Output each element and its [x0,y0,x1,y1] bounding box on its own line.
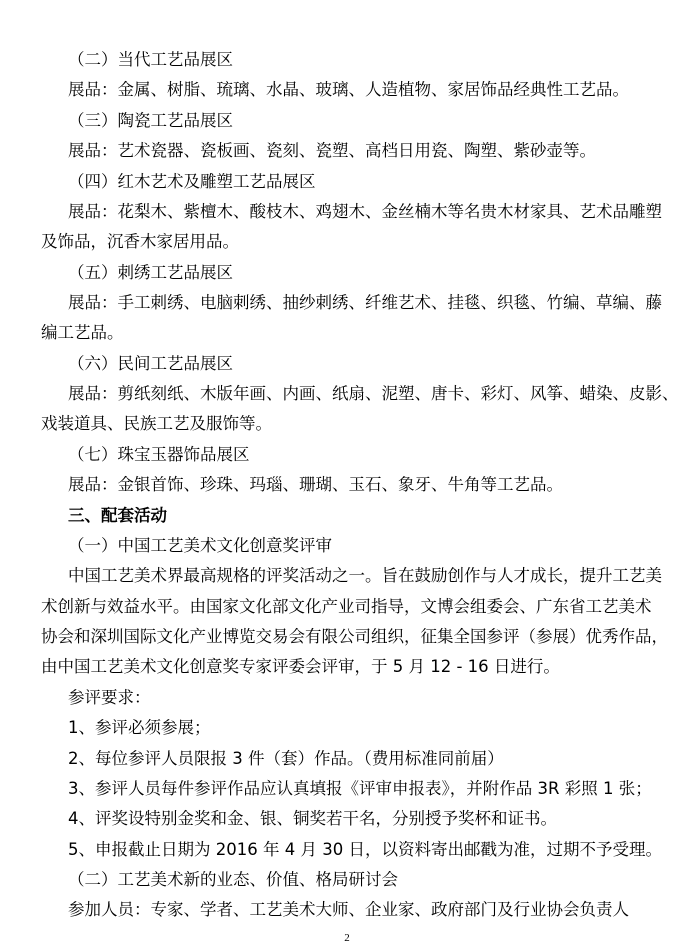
section-heading-ceramics: （三）陶瓷工艺品展区 [68,111,233,130]
paragraph-line: 参加人员：专家、学者、工艺美术大师、企业家、政府部门及行业协会负责人 [68,900,629,919]
paragraph-line: 展品：金银首饰、珍珠、玛瑙、珊瑚、玉石、象牙、牛角等工艺品。 [68,475,563,494]
paragraph-line: 术创新与效益水平。由国家文化部文化产业司指导，文博会组委会、广东省工艺美术 [41,597,652,616]
list-item: 3、参评人员每件参评作品应认真填报《评审申报表》，并附作品 3R 彩照 1 张； [68,779,652,798]
section-heading-supporting-activities: 三、配套活动 [68,506,167,525]
paragraph-line: 由中国工艺美术文化创意奖专家评委会评审，于 5 月 12 - 16 日进行。 [41,657,560,676]
list-item: 1、参评必须参展； [68,718,211,737]
list-item: 5、申报截止日期为 2016 年 4 月 30 日，以资料寄出邮戳为准，过期不予受理。 [68,840,662,859]
section-heading-embroidery: （五）刺绣工艺品展区 [68,263,233,282]
paragraph-line: 展品：剪纸刻纸、木版年画、内画、纸扇、泥塑、唐卡、彩灯、风筝、蜡染、皮影、 [68,384,679,403]
paragraph-line: 戏装道具、民族工艺及服饰等。 [41,414,272,433]
section-heading-folk-crafts: （六）民间工艺品展区 [68,354,233,373]
section-heading-jewelry: （七）珠宝玉器饰品展区 [68,445,250,464]
section-heading-contemporary-crafts: （二）当代工艺品展区 [68,50,233,69]
subsection-heading-award-review: （一）中国工艺美术文化创意奖评审 [68,536,332,555]
requirements-label: 参评要求： [68,688,151,707]
list-item: 2、每位参评人员限报 3 件（套）作品。（费用标准同前届） [68,749,504,768]
paragraph-line: 展品：金属、树脂、琉璃、水晶、玻璃、人造植物、家居饰品经典性工艺品。 [68,80,629,99]
paragraph-line: 及饰品，沉香木家居用品。 [41,232,239,251]
page-number: 2 [344,932,350,944]
paragraph-line: 展品：艺术瓷器、瓷板画、瓷刻、瓷塑、高档日用瓷、陶塑、紫砂壶等。 [68,141,596,160]
paragraph-line: 编工艺品。 [41,323,124,342]
paragraph-line: 展品：花梨木、紫檀木、酸枝木、鸡翅木、金丝楠木等名贵木材家具、艺术品雕塑 [68,202,662,221]
section-heading-redwood-sculpture: （四）红木艺术及雕塑工艺品展区 [68,172,316,191]
subsection-heading-seminar: （二）工艺美术新的业态、价值、格局研讨会 [68,870,398,889]
paragraph-line: 协会和深圳国际文化产业博览交易会有限公司组织，征集全国参评（参展）优秀作品， [41,627,668,646]
paragraph-line: 中国工艺美术界最高规格的评奖活动之一。旨在鼓励创作与人才成长，提升工艺美 [68,566,662,585]
list-item: 4、评奖设特别金奖和金、银、铜奖若干名，分别授予奖杯和证书。 [68,809,557,828]
paragraph-line: 展品：手工刺绣、电脑刺绣、抽纱刺绣、纤维艺术、挂毯、织毯、竹编、草编、藤 [68,293,662,312]
